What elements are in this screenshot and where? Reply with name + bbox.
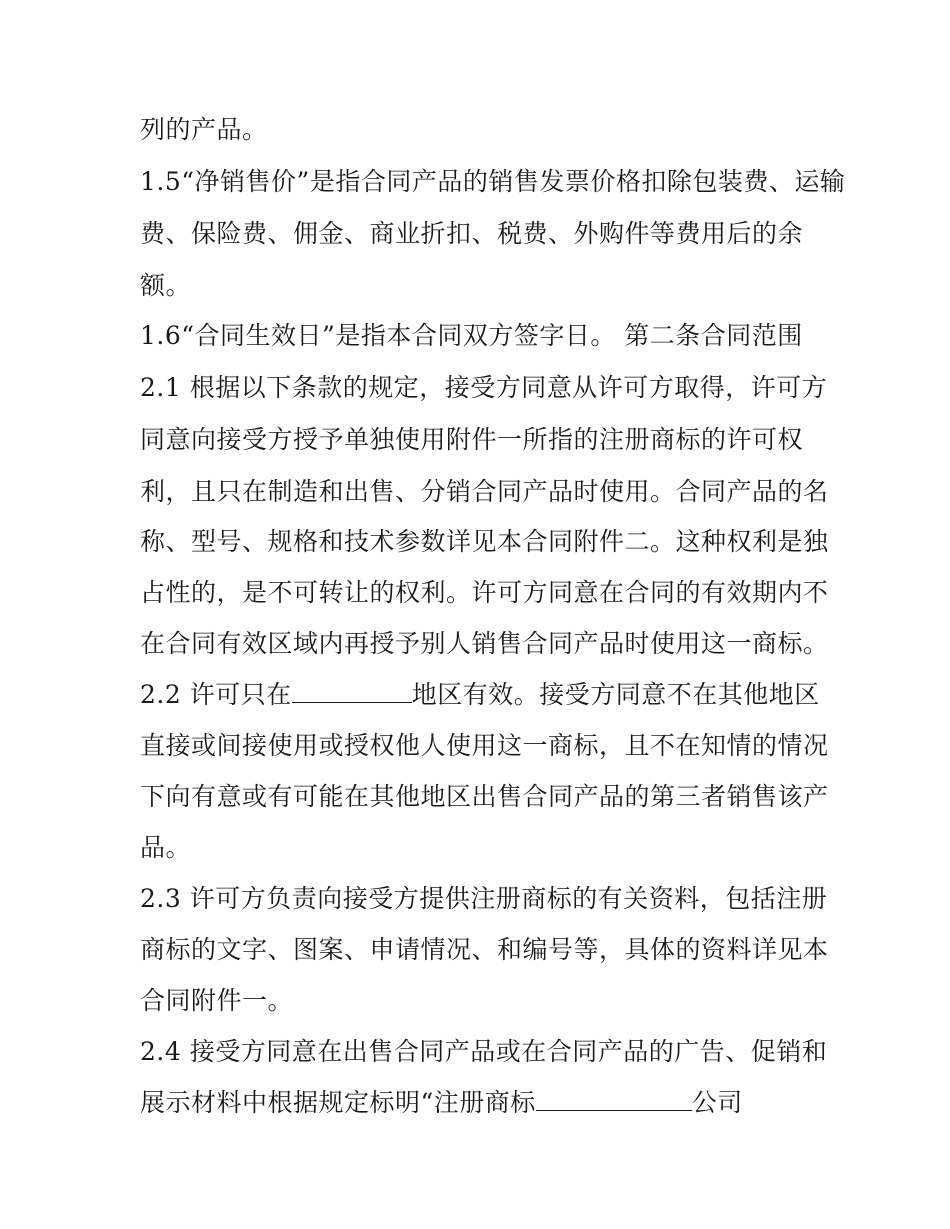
text-fragment: 展示材料中根据规定标明“注册商标 — [140, 1088, 536, 1117]
text-line: 费、保险费、佣金、商业折扣、税费、外购件等费用后的余 — [140, 219, 804, 248]
text-line: 在合同有效区域内再授予别人销售合同产品时使用这一商标。 — [140, 629, 829, 658]
text-line: 品。 — [140, 833, 192, 862]
text-line: 2.4 接受方同意在出售合同产品或在合同产品的广告、促销和 — [140, 1037, 828, 1066]
text-line: 下向有意或有可能在其他地区出售合同产品的第三者销售该产 — [140, 782, 829, 811]
text-line: 1.5“净销售价”是指合同产品的销售发票价格扣除包装费、运输 — [140, 167, 846, 196]
text-line: 额。 — [140, 271, 192, 300]
text-line: 2.3 许可方负责向接受方提供注册商标的有关资料，包括注册 — [140, 884, 828, 913]
text-line: 列的产品。 — [140, 115, 268, 144]
text-line: 商标的文字、图案、申请情况、和编号等，具体的资料详见本 — [140, 935, 829, 964]
text-fragment: 公司 — [691, 1088, 743, 1117]
text-line: 1.6“合同生效日”是指本合同双方签字日。 第二条合同范围 — [140, 321, 803, 350]
text-fragment: 2.2 许可只在 — [140, 680, 292, 709]
text-line: 同意向接受方授予单独使用附件一所指的注册商标的许可权 — [140, 425, 804, 454]
text-fragment: 地区有效。接受方同意不在其他地区 — [411, 680, 820, 709]
text-line: 利，且只在制造和出售、分销合同产品时使用。合同产品的名 — [140, 477, 829, 506]
fill-in-blank — [536, 1088, 692, 1111]
text-line: 直接或间接使用或授权他人使用这一商标，且不在知情的情况 — [140, 731, 829, 760]
text-line-with-blank — [140, 1088, 743, 1118]
text-line-with-blank — [140, 680, 820, 710]
text-line: 2.1 根据以下条款的规定，接受方同意从许可方取得，许可方 — [140, 373, 828, 402]
text-line: 合同附件一。 — [140, 986, 294, 1015]
fill-in-blank — [292, 680, 412, 703]
text-line: 占性的，是不可转让的权利。许可方同意在合同的有效期内不 — [140, 578, 829, 607]
text-line: 称、型号、规格和技术参数详见本合同附件二。这种权利是独 — [140, 527, 829, 556]
